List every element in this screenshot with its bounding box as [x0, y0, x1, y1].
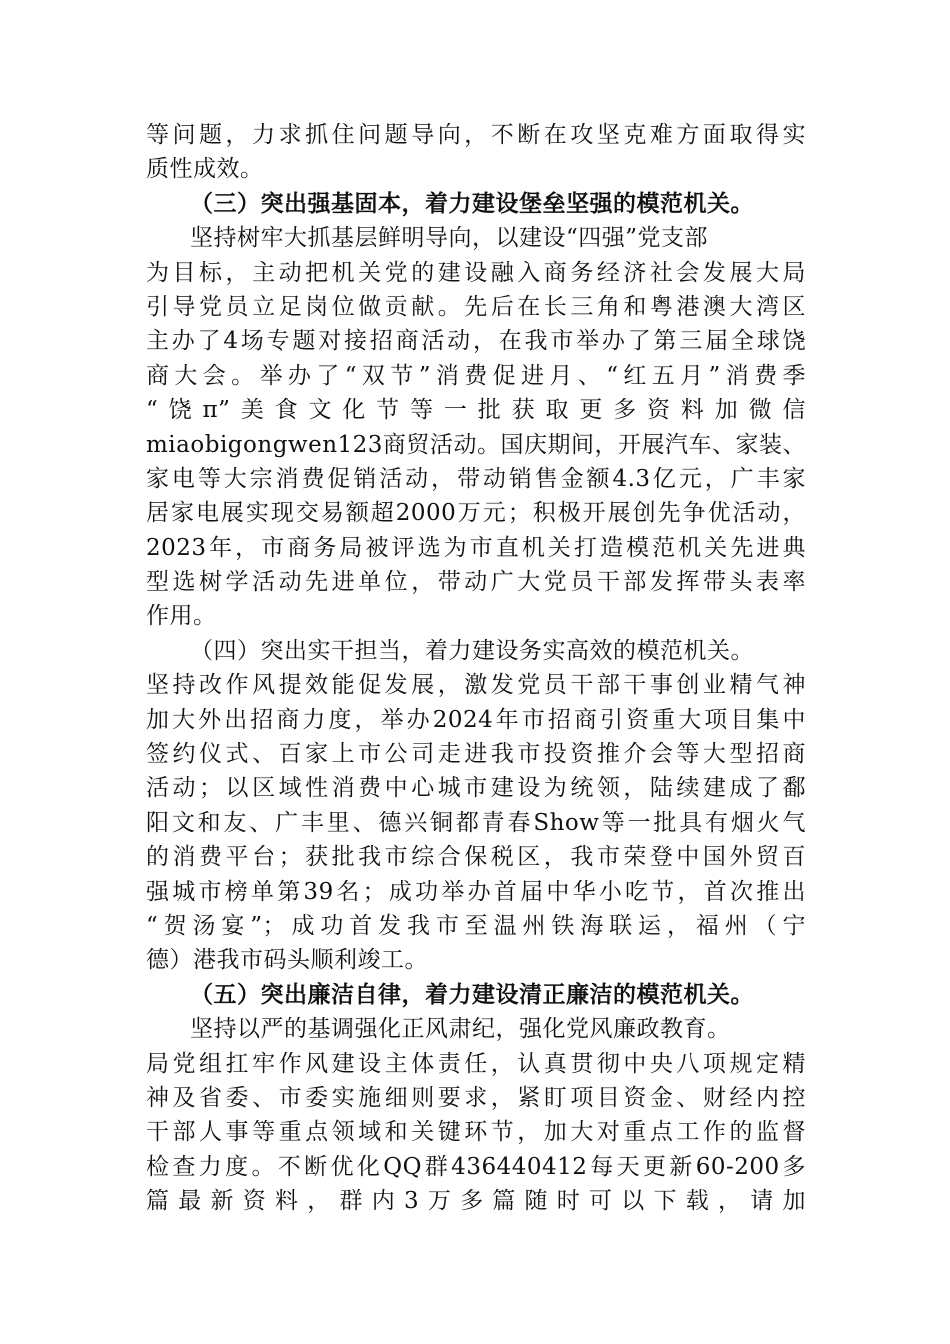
- section-heading: （三）突出强基固本，着力建设堡垒坚强的模范机关。: [190, 189, 754, 217]
- text-line: miaobigongwen123商贸活动。国庆期间，开展汽车、家装、: [146, 431, 806, 458]
- text-line: 型选树学活动先进单位，带动广大党员干部发挥带头表率: [146, 569, 806, 596]
- text-line: 篇最新资料，群内3万多篇随时可以下载，请加: [146, 1188, 806, 1215]
- text-line: 等问题，力求抓住问题导向，不断在攻坚克难方面取得实: [146, 122, 806, 148]
- text-line: 检查力度。不断优化QQ群436440412每天更新60-200多: [146, 1153, 806, 1180]
- text-line: 德）港我市码头顺利竣工。: [146, 947, 428, 974]
- text-line: 阳文和友、广丰里、德兴铜都青春Show等一批具有烟火气: [146, 809, 806, 836]
- text-line: 强城市榜单第39名；成功举办首届中华小吃节，首次推出: [146, 878, 806, 905]
- text-line: 签约仪式、百家上市公司走进我市投资推介会等大型招商: [146, 741, 806, 768]
- text-line: 局党组扛牢作风建设主体责任，认真贯彻中央八项规定精: [146, 1050, 806, 1077]
- section-heading: （五）突出廉洁自律，着力建设清正廉洁的模范机关。: [190, 980, 754, 1008]
- text-line: 干部人事等重点领域和关键环节，加大对重点工作的监督: [146, 1119, 806, 1146]
- text-line: “贺汤宴”；成功首发我市至温州铁海联运，福州（宁: [146, 912, 806, 939]
- text-line: 坚持改作风提效能促发展，激发党员干部干事创业精气神: [146, 672, 806, 699]
- text-line: 作用。: [146, 603, 217, 630]
- text-line: 坚持以严的基调强化正风肃纪，强化党风廉政教育。: [190, 1016, 731, 1043]
- text-line: 质性成效。: [146, 156, 264, 183]
- text-line: 商大会。举办了“双节”消费促进月、“红五月”消费季: [146, 362, 806, 389]
- text-line: 的消费平台；获批我市综合保税区，我市荣登中国外贸百: [146, 844, 806, 871]
- text-line: 坚持树牢大抓基层鲜明导向，以建设“四强”党支部: [190, 225, 709, 252]
- document-body: [146, 118, 806, 1219]
- text-line: 主办了4场专题对接招商活动，在我市举办了第三届全球饶: [146, 328, 806, 355]
- text-line: 居家电展实现交易额超2000万元；积极开展创先争优活动，: [146, 500, 806, 527]
- text-line: 活动；以区域性消费中心城市建设为统领，陆续建成了鄱: [146, 775, 806, 802]
- text-line: 神及省委、市委实施细则要求，紧盯项目资金、财经内控: [146, 1084, 806, 1111]
- text-line: 家电等大宗消费促销活动，带动销售金额4.3亿元，广丰家: [146, 465, 806, 492]
- text-line: “饶π”美食文化节等一批获取更多资料加微信: [146, 397, 806, 424]
- section-heading: （四）突出实干担当，着力建设务实高效的模范机关。: [190, 637, 754, 664]
- text-line: 引导党员立足岗位做贡献。先后在长三角和粤港澳大湾区: [146, 293, 806, 320]
- text-line: 2023年，市商务局被评选为市直机关打造模范机关先进典: [146, 534, 806, 561]
- text-line: 为目标，主动把机关党的建设融入商务经济社会发展大局: [146, 259, 806, 286]
- text-line: 加大外出招商力度，举办2024年市招商引资重大项目集中: [146, 706, 806, 733]
